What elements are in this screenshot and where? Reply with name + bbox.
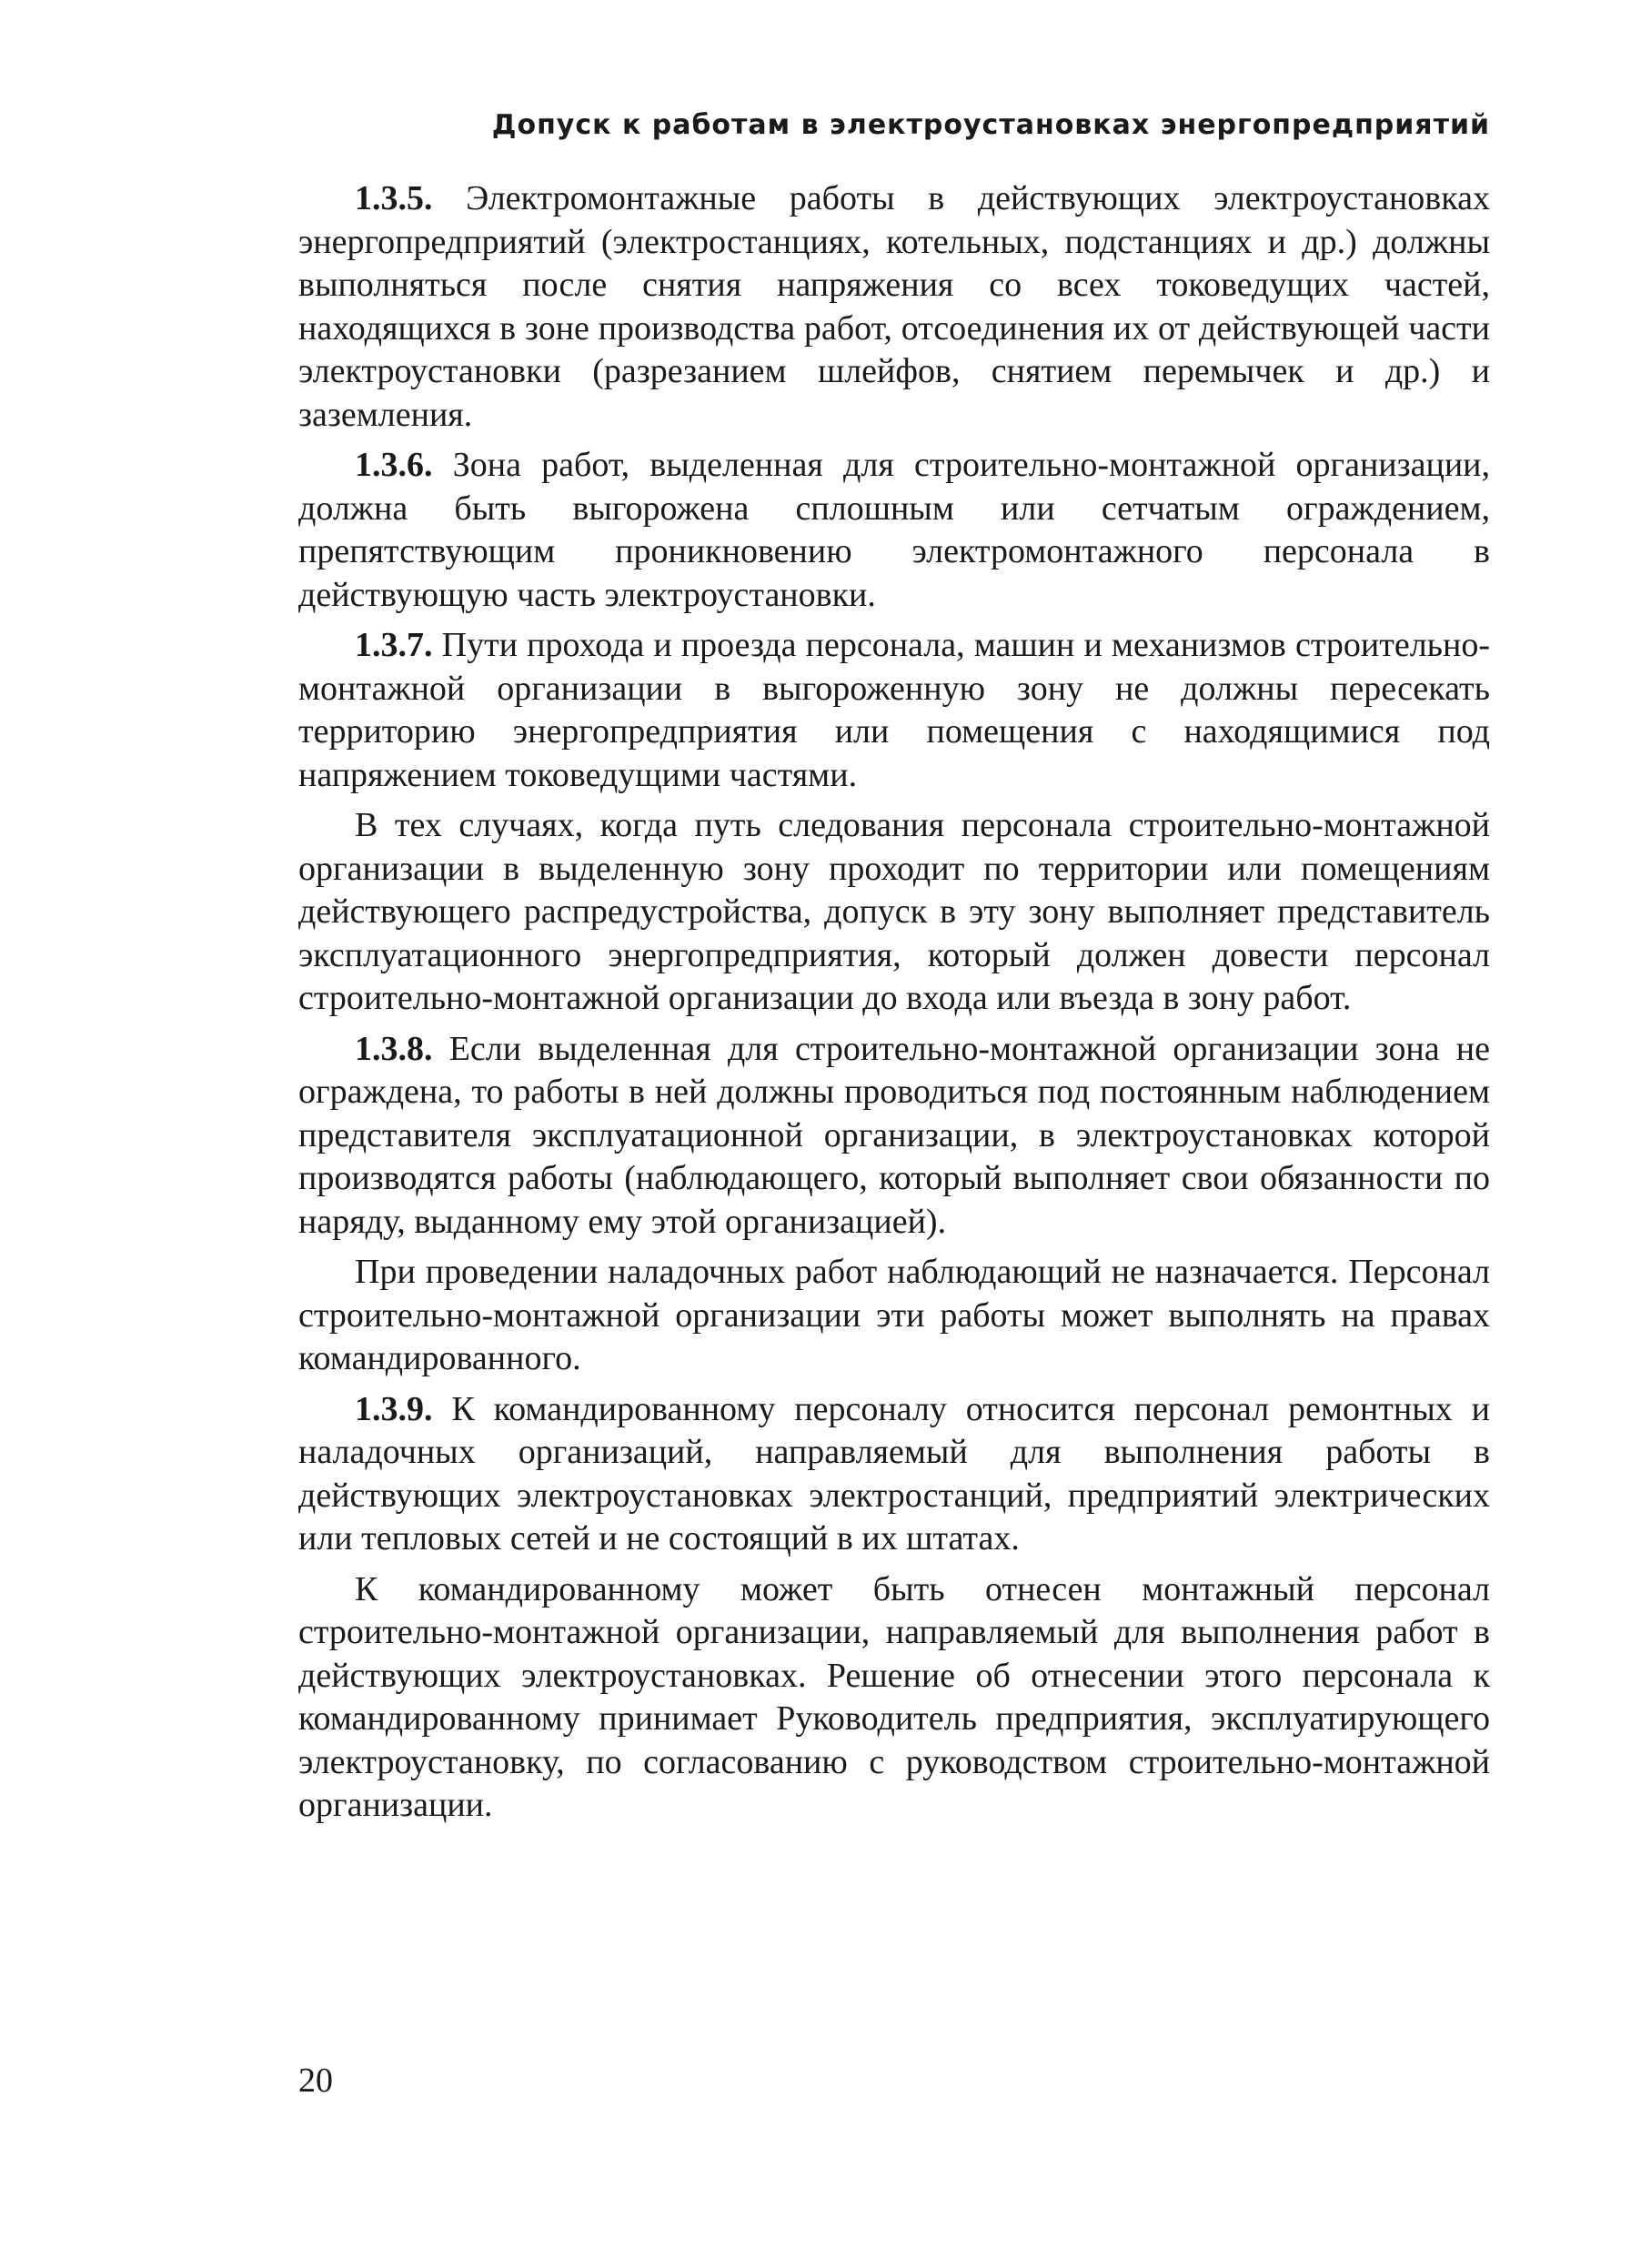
paragraph-1-3-8 <box>298 1028 1490 1245</box>
paragraph-text: К командированному может быть отнесен монтажный персонал строительно-монтажной организации, направляемый для выполнения работ в действующих электроустановках. Решение об отнесении этого персонала к командированному принимает Руководитель предприятия, эксплуатирующего электроустановку, по согласованию с руководством строительно-монтажной организации. <box>298 1569 1490 1824</box>
paragraph-1-3-9 <box>298 1388 1490 1561</box>
paragraph-1-3-6 <box>298 444 1490 617</box>
clause-number: 1.3.6. <box>355 446 433 484</box>
paragraph-1-3-5 <box>298 177 1490 437</box>
page-number: 20 <box>298 2061 333 2100</box>
clause-number: 1.3.7. <box>355 626 433 664</box>
document-page <box>298 109 1490 1835</box>
paragraph-1-3-9-cont <box>298 1568 1490 1828</box>
paragraph-text: Пути прохода и проезда персонала, машин и механизмов строительно-монтажной организации в выгороженную зону не должны пересекать территорию энергопредприятия или помещения с находящимися под напряжением токоведущими частями. <box>298 626 1490 794</box>
clause-number: 1.3.9. <box>355 1389 433 1428</box>
paragraph-text: Электромонтажные работы в действующих электроустановках энергопредприятий (электростанциях, котельных, подстанциях и др.) должны выполняться после снятия напряжения со всех токоведущих частей, находящихся в зоне производства работ, отсоединения их от действующей части электроустановки (разрезанием шлейфов, снятием перемычек и др.) и заземления. <box>298 179 1490 434</box>
paragraph-text: Зона работ, выделенная для строительно-монтажной организации, должна быть выгорожена сплошным или сетчатым ограждением, препятствующим проникновению электромонтажного персонала в действующую часть электроустановки. <box>298 446 1490 614</box>
paragraph-1-3-7-cont <box>298 804 1490 1021</box>
paragraph-text: Если выделенная для строительно-монтажной организации зона не ограждена, то работы в ней должны проводиться под постоянным наблюдением представителя эксплуатационной организации, в электроустановках которой производятся работы (наблюдающего, который выполняет свои обязанности по наряду, выданному ему этой организацией). <box>298 1029 1490 1241</box>
body-text <box>298 177 1490 1828</box>
paragraph-1-3-7 <box>298 624 1490 797</box>
paragraph-text: К командированному персоналу относится персонал ремонтных и наладочных организаций, направляемый для выполнения работы в действующих электроустановках электростанций, предприятий электрических или тепловых сетей и не состоящий в их штатах. <box>298 1389 1490 1557</box>
paragraph-text: В тех случаях, когда путь следования персонала строительно-монтажной организации в выделенную зону проходит по территории или помещениям действующего распредустройства, допуск в эту зону выполняет представитель эксплуатационного энергопредприятия, который должен довести персонал строительно-монтажной организации до входа или въезда в зону работ. <box>298 806 1490 1017</box>
clause-number: 1.3.8. <box>355 1029 433 1068</box>
paragraph-text: При проведении наладочных работ наблюдающий не назначается. Персонал строительно-монтажной организации эти работы может выполнять на правах командированного. <box>298 1253 1490 1377</box>
clause-number: 1.3.5. <box>355 179 433 217</box>
paragraph-1-3-8-cont <box>298 1251 1490 1381</box>
running-header: Допуск к работам в электроустановках энергопредприятий <box>491 109 1490 141</box>
